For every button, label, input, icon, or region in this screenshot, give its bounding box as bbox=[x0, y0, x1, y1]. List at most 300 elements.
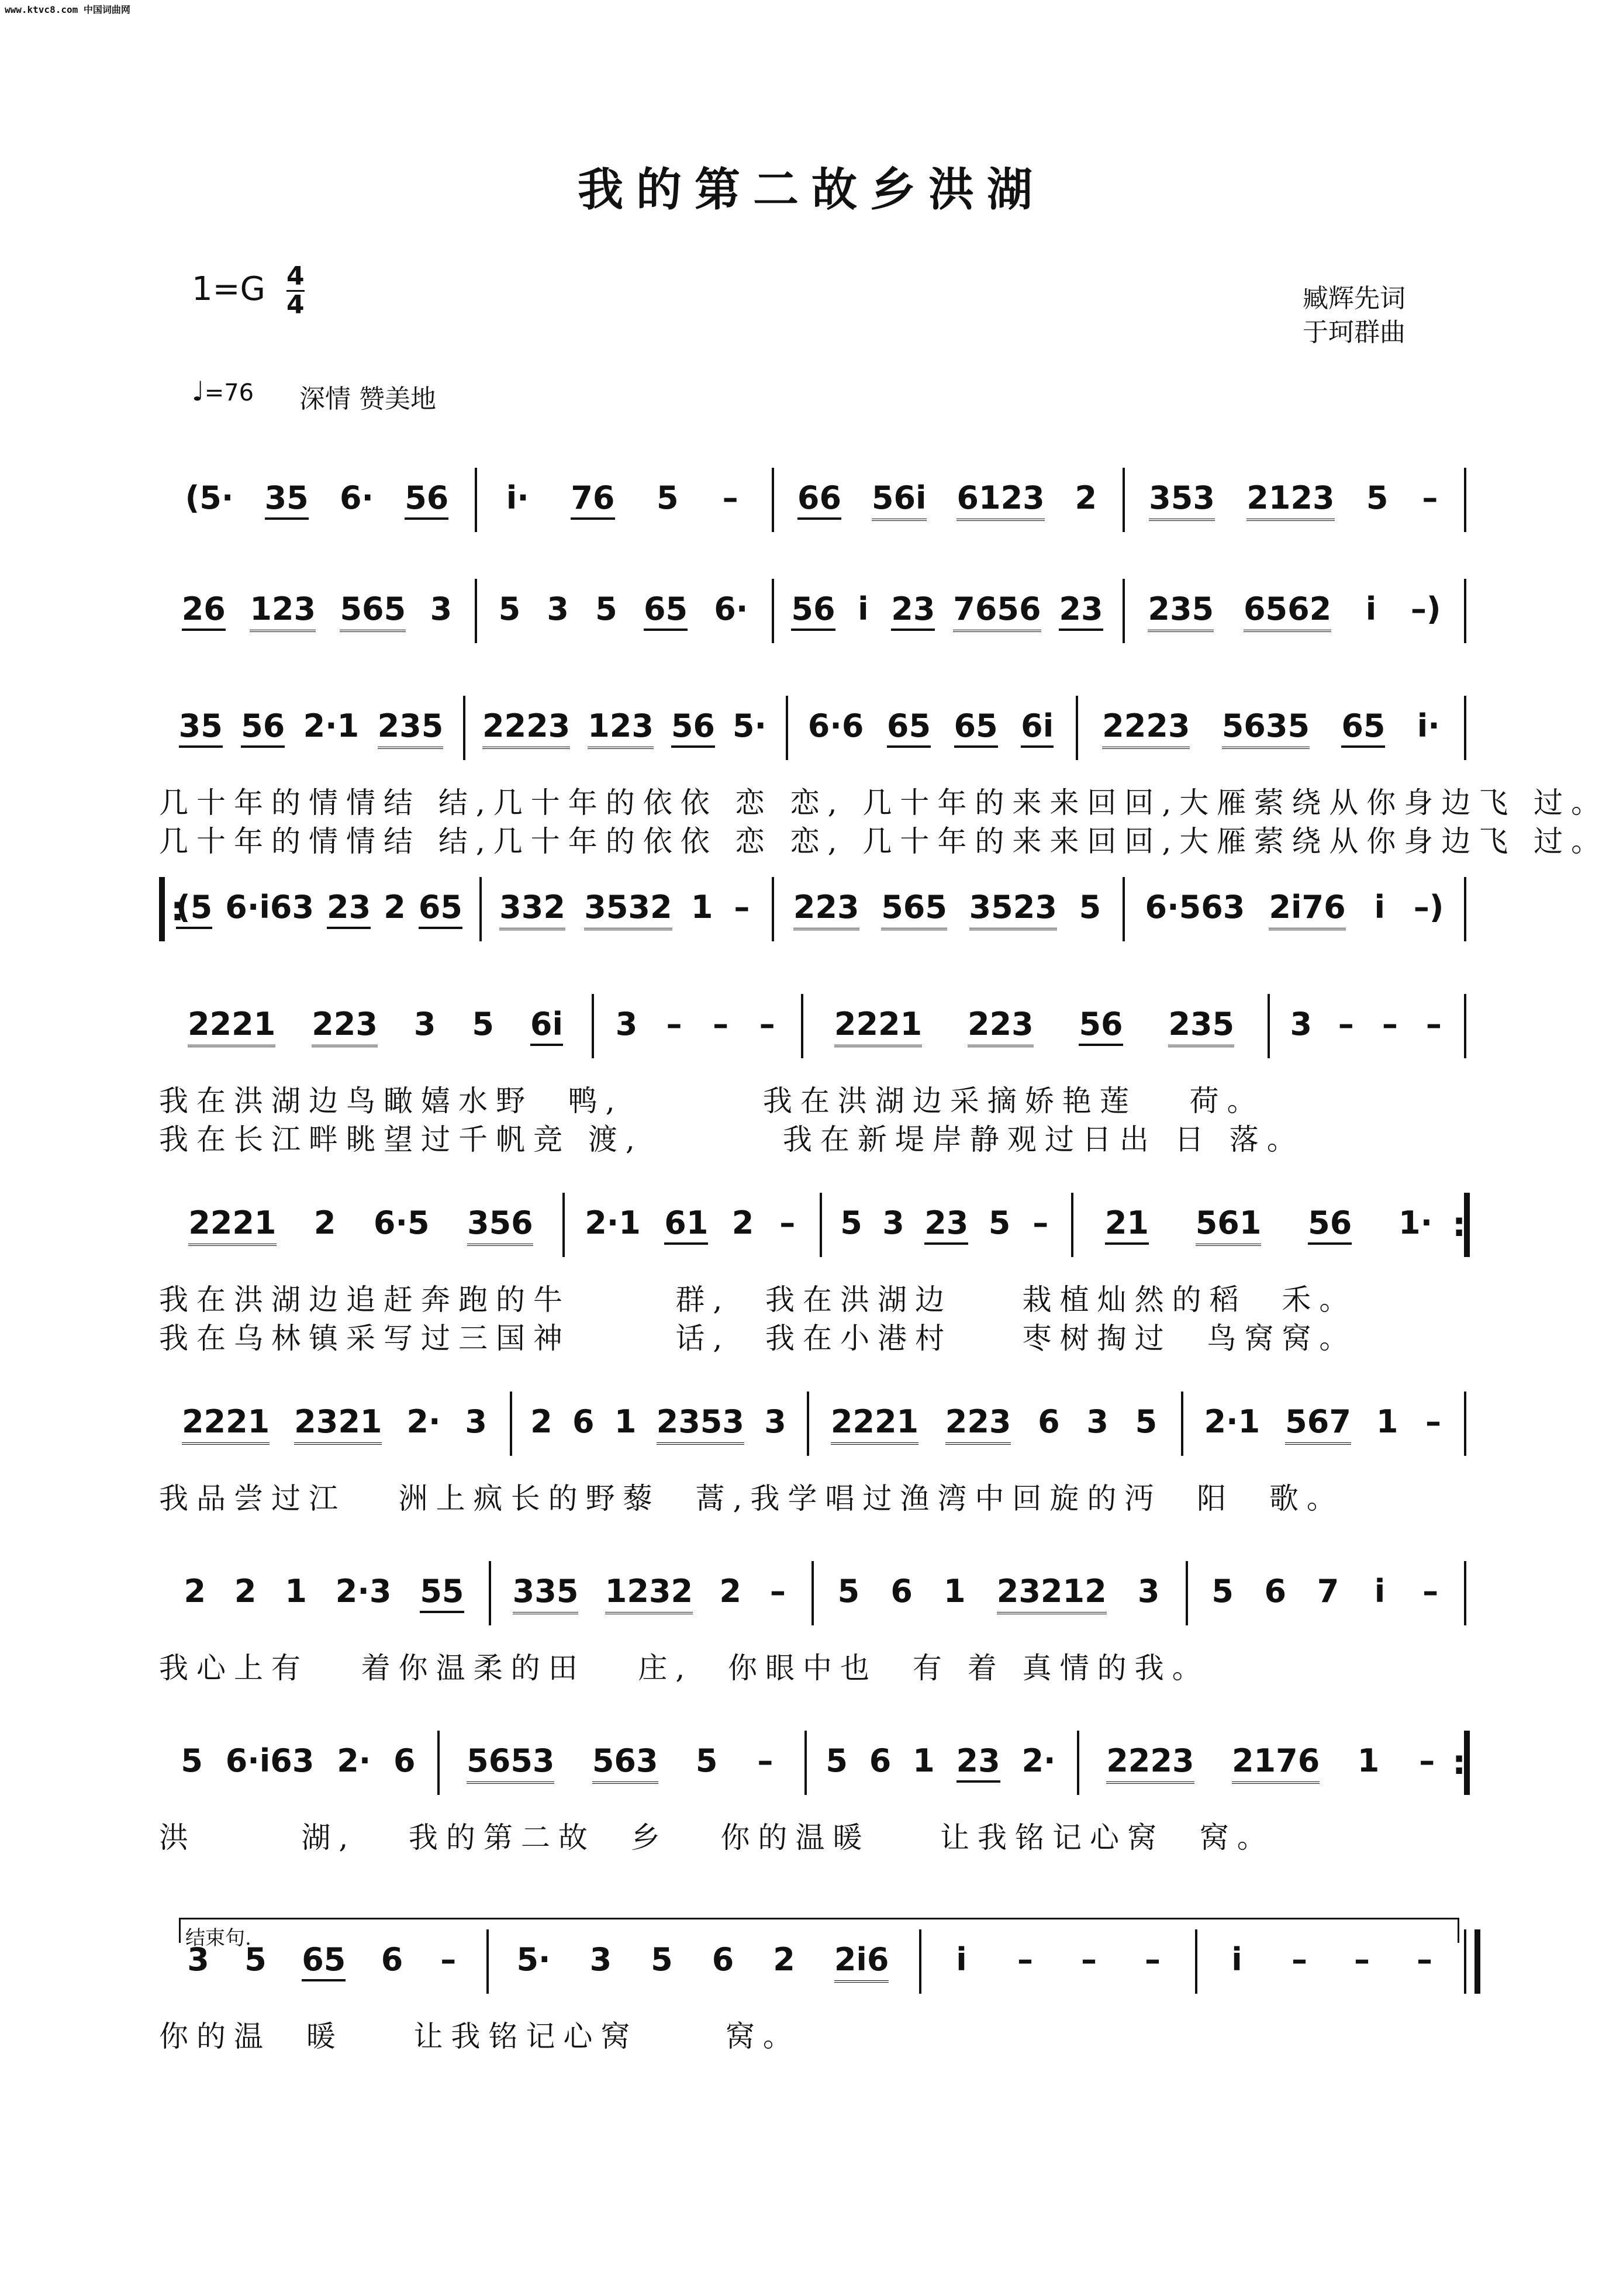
note-group: 6 bbox=[393, 1742, 416, 1779]
note-group: 23 bbox=[891, 591, 935, 631]
barline bbox=[1268, 994, 1270, 1058]
note-group: – bbox=[769, 1573, 786, 1610]
barline bbox=[807, 1392, 809, 1456]
barline bbox=[1076, 696, 1078, 760]
note-group: 3 bbox=[589, 1941, 612, 1978]
note-group: 223 bbox=[945, 1403, 1011, 1445]
measure bbox=[772, 479, 1123, 521]
notation-row bbox=[159, 994, 1466, 1082]
barline bbox=[562, 1193, 565, 1257]
lyric-line: 我在洪湖边追赶奔跑的牛 群, 我在洪湖边 栽植灿然的稻 禾。 bbox=[159, 1283, 1357, 1317]
note-group: 66 bbox=[797, 479, 841, 520]
measure bbox=[1076, 707, 1466, 749]
note-group: 5 bbox=[657, 479, 679, 516]
note-group: 65 bbox=[302, 1941, 346, 1981]
note-group: 6562 bbox=[1244, 591, 1331, 632]
note-group: i bbox=[1374, 1573, 1386, 1610]
note-group: 6 bbox=[869, 1742, 892, 1779]
measure bbox=[159, 1006, 592, 1047]
notation-row bbox=[159, 1731, 1466, 1818]
barline bbox=[919, 1929, 921, 1994]
measure bbox=[1071, 1204, 1466, 1246]
note-group: 5 bbox=[595, 591, 617, 627]
note-group: 2221 bbox=[831, 1403, 918, 1445]
lyric-line: 我在乌林镇采写过三国神 话, 我在小港村 枣树掏过 鸟窝窝。 bbox=[159, 1321, 1357, 1355]
note-group: 2123 bbox=[1246, 479, 1334, 521]
note-group: 56 bbox=[671, 707, 715, 748]
note-group: – bbox=[440, 1941, 457, 1978]
note-group: – bbox=[1422, 1573, 1439, 1610]
lyric-line: 几十年的情情结 结,几十年的依依 恋 恋, 几十年的来来回回,大雁萦绕从你身边飞 过。 bbox=[159, 786, 1609, 820]
note-group: 6·6 bbox=[807, 707, 864, 744]
note-group: 7 bbox=[1317, 1573, 1339, 1610]
note-group: 565 bbox=[340, 591, 406, 632]
note-group: – bbox=[713, 1006, 729, 1042]
note-group: 2 bbox=[731, 1204, 754, 1241]
barline bbox=[786, 696, 788, 760]
score-system bbox=[159, 1392, 1466, 1518]
note-group: 567 bbox=[1285, 1403, 1351, 1445]
measure bbox=[510, 1403, 807, 1445]
note-group: 5· bbox=[732, 707, 766, 744]
note-group: 61 bbox=[664, 1204, 708, 1245]
note-group: – bbox=[1425, 1006, 1442, 1042]
measure bbox=[820, 1204, 1071, 1246]
note-group: 3 bbox=[882, 1204, 904, 1241]
notes-line bbox=[159, 1006, 1466, 1047]
lyric-line: 我在长江畔眺望过千帆竞 渡, 我在新堤岸静观过日出 日 落。 bbox=[159, 1123, 1304, 1156]
note-group: 56i bbox=[872, 479, 927, 521]
note-group: 5 bbox=[840, 1204, 862, 1241]
barline bbox=[159, 877, 165, 941]
note-group: 2 bbox=[773, 1941, 795, 1978]
note-group: 65 bbox=[1341, 707, 1385, 748]
notation-row bbox=[159, 468, 1466, 555]
measure bbox=[475, 591, 772, 632]
barline bbox=[592, 994, 594, 1058]
measure bbox=[772, 591, 1123, 632]
measure bbox=[463, 707, 786, 749]
barline bbox=[1464, 1193, 1470, 1257]
measure bbox=[772, 889, 1123, 930]
tempo-marking bbox=[192, 375, 254, 407]
note-group: 65 bbox=[887, 707, 931, 748]
measure bbox=[562, 1204, 820, 1246]
score-system bbox=[159, 877, 1466, 965]
barline bbox=[772, 468, 774, 532]
score-system bbox=[159, 994, 1466, 1159]
note-group: 35 bbox=[265, 479, 309, 520]
note-group: 223 bbox=[312, 1006, 378, 1047]
note-group: 2 bbox=[719, 1573, 741, 1610]
measure bbox=[159, 1742, 437, 1784]
notes-line bbox=[159, 1941, 1466, 1983]
notes-line bbox=[159, 1204, 1466, 1246]
key-signature: 1=G bbox=[192, 270, 265, 308]
composer: 于珂群曲 bbox=[1303, 317, 1406, 347]
time-signature bbox=[286, 263, 305, 319]
note-group: 3 bbox=[1086, 1403, 1109, 1440]
note-group: 5 bbox=[837, 1573, 860, 1610]
note-group: – bbox=[1145, 1941, 1161, 1978]
note-group: 235 bbox=[378, 707, 444, 749]
note-group: i bbox=[956, 1941, 967, 1978]
note-group: 2·1 bbox=[303, 707, 360, 744]
note-group: 123 bbox=[588, 707, 654, 749]
note-group: 2223 bbox=[482, 707, 570, 749]
note-group: 56 bbox=[1079, 1006, 1123, 1046]
barline bbox=[1195, 1929, 1197, 1994]
note-group: 6i bbox=[530, 1006, 563, 1046]
barline bbox=[463, 696, 465, 760]
measure bbox=[159, 591, 475, 632]
note-group: – bbox=[757, 1742, 773, 1779]
note-group: 35 bbox=[179, 707, 223, 748]
notes-line bbox=[159, 889, 1466, 930]
note-group: 76 bbox=[571, 479, 614, 520]
barline bbox=[772, 877, 774, 941]
notes-line bbox=[159, 707, 1466, 749]
note-group: (5 bbox=[176, 889, 212, 929]
note-group: 5 bbox=[181, 1742, 203, 1779]
lyric-line: 我在洪湖边鸟瞰嬉水野 鸭, 我在洪湖边采摘娇艳莲 荷。 bbox=[159, 1084, 1265, 1118]
note-group: 2353 bbox=[657, 1403, 744, 1445]
note-group: –) bbox=[1413, 889, 1444, 926]
note-group: 6123 bbox=[956, 479, 1044, 521]
note-group: 335 bbox=[513, 1573, 579, 1614]
note-group: 6· bbox=[339, 479, 374, 516]
note-group: 356 bbox=[467, 1204, 533, 1246]
note-group: 3532 bbox=[584, 889, 672, 930]
note-group: 6 bbox=[1264, 1573, 1287, 1610]
quarter-note-icon: ♩ bbox=[192, 375, 205, 407]
notes-line bbox=[159, 1403, 1466, 1445]
barline bbox=[1464, 468, 1466, 532]
barline bbox=[475, 468, 477, 532]
measure bbox=[804, 1742, 1077, 1784]
note-group: – bbox=[1422, 479, 1438, 516]
note-group: 6 bbox=[381, 1941, 403, 1978]
measure bbox=[807, 1403, 1181, 1445]
note-group: 56 bbox=[1308, 1204, 1352, 1245]
barline bbox=[510, 1392, 512, 1456]
note-group: 6· bbox=[714, 591, 748, 627]
note-group: 23212 bbox=[997, 1573, 1107, 1614]
note-group: i bbox=[1374, 889, 1385, 926]
note-group: 2321 bbox=[294, 1403, 382, 1445]
note-group: 26 bbox=[182, 591, 226, 631]
note-group: 6i bbox=[1021, 707, 1054, 748]
note-group: 563 bbox=[592, 1742, 658, 1784]
note-group: – bbox=[734, 889, 750, 926]
note-group: 2i76 bbox=[1269, 889, 1345, 930]
note-group: 2 bbox=[234, 1573, 257, 1610]
measure bbox=[489, 1573, 811, 1614]
note-group: 6 bbox=[572, 1403, 595, 1440]
barline bbox=[1123, 579, 1125, 643]
note-group: 3 bbox=[547, 591, 569, 627]
note-group: 3 bbox=[764, 1403, 786, 1440]
barline bbox=[1464, 1561, 1466, 1625]
note-group: i bbox=[858, 591, 869, 627]
notes-line bbox=[159, 1742, 1466, 1784]
note-group: 5· bbox=[516, 1941, 551, 1978]
note-group: 3 bbox=[1137, 1573, 1160, 1610]
note-group: 2 bbox=[313, 1204, 336, 1241]
score-system bbox=[159, 1929, 1466, 2056]
note-group: 1 bbox=[913, 1742, 935, 1779]
note-group: i· bbox=[1417, 707, 1440, 744]
note-group: – bbox=[722, 479, 738, 516]
note-group: 2221 bbox=[188, 1006, 275, 1047]
note-group: 1 bbox=[1357, 1742, 1380, 1779]
note-group: 332 bbox=[499, 889, 565, 930]
song-title: 我的第二故乡洪湖 bbox=[577, 163, 1045, 216]
note-group: 65 bbox=[644, 591, 688, 631]
note-group: 5 bbox=[826, 1742, 848, 1779]
barline bbox=[1077, 1731, 1079, 1795]
note-group: 65 bbox=[419, 889, 462, 929]
note-group: – bbox=[1419, 1742, 1435, 1779]
measure bbox=[919, 1941, 1195, 1983]
note-group: – bbox=[1032, 1204, 1049, 1241]
note-group: 2·3 bbox=[335, 1573, 392, 1610]
note-group: 353 bbox=[1149, 479, 1215, 521]
note-group: 6·i63 bbox=[225, 1742, 315, 1779]
barline bbox=[820, 1193, 822, 1257]
measure bbox=[592, 1006, 801, 1047]
note-group: 2· bbox=[406, 1403, 441, 1440]
measure bbox=[1077, 1742, 1466, 1784]
measure bbox=[159, 1941, 486, 1983]
note-group: 23 bbox=[1059, 591, 1103, 631]
note-group: – bbox=[1417, 1941, 1432, 1978]
barline bbox=[1186, 1561, 1188, 1625]
note-group: 3 bbox=[615, 1006, 638, 1042]
measure bbox=[475, 479, 772, 521]
note-group: – bbox=[1081, 1941, 1097, 1978]
barline bbox=[1464, 1929, 1480, 1994]
note-group: 5 bbox=[695, 1742, 718, 1779]
note-group: 2·1 bbox=[1204, 1403, 1261, 1440]
time-signature-bottom: 4 bbox=[286, 290, 305, 320]
measure bbox=[1268, 1006, 1466, 1047]
tempo-bpm: =76 bbox=[204, 379, 254, 406]
note-group: 6·5 bbox=[373, 1204, 430, 1241]
measure bbox=[1186, 1573, 1466, 1614]
score-system bbox=[159, 1561, 1466, 1687]
note-group: 56 bbox=[791, 591, 835, 631]
time-signature-top: 4 bbox=[286, 261, 305, 291]
score-system bbox=[159, 1193, 1466, 1358]
note-group: 21 bbox=[1105, 1204, 1149, 1245]
measure bbox=[159, 479, 475, 521]
note-group: 1232 bbox=[605, 1573, 693, 1614]
note-group: 5 bbox=[1211, 1573, 1234, 1610]
barline bbox=[1071, 1193, 1073, 1257]
note-group: 1 bbox=[1376, 1403, 1398, 1440]
note-group: 2221 bbox=[182, 1403, 270, 1445]
notation-row bbox=[159, 877, 1466, 965]
note-group: 3523 bbox=[969, 889, 1057, 930]
note-group: 5 bbox=[1366, 479, 1389, 516]
note-group: 1 bbox=[690, 889, 713, 926]
note-group: 3 bbox=[430, 591, 453, 627]
note-group: 5635 bbox=[1222, 707, 1310, 749]
notation-row bbox=[159, 1392, 1466, 1479]
note-group: 2 bbox=[530, 1403, 552, 1440]
note-group: 223 bbox=[793, 889, 859, 930]
ending-label: 结束句. bbox=[185, 1926, 251, 1950]
barline bbox=[772, 579, 774, 643]
note-group: 2 bbox=[384, 889, 406, 926]
note-group: 2223 bbox=[1102, 707, 1190, 749]
score-system bbox=[159, 696, 1609, 861]
note-group: 2· bbox=[337, 1742, 371, 1779]
note-group: 3 bbox=[413, 1006, 436, 1042]
note-group: 3 bbox=[187, 1941, 209, 1978]
note-group: – bbox=[1354, 1941, 1370, 1978]
notation-row bbox=[159, 1193, 1466, 1280]
measure bbox=[786, 707, 1076, 749]
note-group: 6·i63 bbox=[225, 889, 315, 926]
note-group: 2221 bbox=[188, 1204, 276, 1246]
note-group: – bbox=[1382, 1006, 1398, 1042]
score-system bbox=[159, 579, 1466, 667]
note-group: – bbox=[779, 1204, 796, 1241]
note-group: 1 bbox=[614, 1403, 637, 1440]
watermark: www.ktvc8.com 中国词曲网 bbox=[5, 4, 130, 15]
note-group: 1 bbox=[944, 1573, 966, 1610]
note-group: 56 bbox=[405, 479, 448, 520]
note-group: i· bbox=[506, 479, 529, 516]
note-group: 7656 bbox=[953, 591, 1041, 632]
notation-row bbox=[159, 696, 1466, 783]
lyric-line: 你的温 暖 让我铭记心窝 窝。 bbox=[159, 2019, 800, 2053]
note-group: 235 bbox=[1148, 591, 1214, 632]
note-group: i bbox=[1365, 591, 1377, 627]
note-group: –) bbox=[1410, 591, 1441, 627]
notes-line bbox=[159, 479, 1466, 521]
measure bbox=[486, 1941, 919, 1983]
expression-marking: 深情 赞美地 bbox=[299, 384, 436, 414]
barline bbox=[1464, 994, 1466, 1058]
note-group: 2176 bbox=[1232, 1742, 1320, 1784]
barline bbox=[1181, 1392, 1183, 1456]
note-group: 5 bbox=[651, 1941, 673, 1978]
barline bbox=[801, 994, 803, 1058]
measure bbox=[1123, 479, 1466, 521]
measure bbox=[159, 1573, 489, 1614]
barline bbox=[804, 1731, 807, 1795]
measure bbox=[159, 1403, 510, 1445]
lyric-line: 我品尝过江 洲上疯长的野藜 蒿,我学唱过渔湾中回旋的沔 阳 歌。 bbox=[159, 1482, 1344, 1515]
note-group: 5 bbox=[988, 1204, 1011, 1241]
note-group: 5 bbox=[1079, 889, 1101, 926]
measure bbox=[811, 1573, 1186, 1614]
notation-row bbox=[159, 579, 1466, 667]
note-group: 2· bbox=[1021, 1742, 1056, 1779]
measure bbox=[1123, 889, 1466, 930]
measure bbox=[159, 707, 463, 749]
barline bbox=[489, 1561, 491, 1625]
measure bbox=[159, 889, 479, 930]
lyric-line: 几十年的情情结 结,几十年的依依 恋 恋, 几十年的来来回回,大雁萦绕从你身边飞 过。 bbox=[159, 824, 1609, 858]
note-group: 6 bbox=[1038, 1403, 1060, 1440]
measure bbox=[437, 1742, 804, 1784]
note-group: 5 bbox=[244, 1941, 267, 1978]
barline bbox=[1464, 579, 1466, 643]
note-group: 5 bbox=[498, 591, 521, 627]
note-group: – bbox=[759, 1006, 775, 1042]
notes-line bbox=[159, 591, 1466, 632]
note-group: 56 bbox=[241, 707, 285, 748]
note-group: i bbox=[1231, 1941, 1242, 1978]
note-group: 223 bbox=[968, 1006, 1034, 1047]
note-group: 123 bbox=[250, 591, 316, 632]
barline bbox=[1123, 468, 1125, 532]
measure bbox=[1195, 1941, 1466, 1983]
note-group: – bbox=[666, 1006, 682, 1042]
note-group: 23 bbox=[956, 1742, 1000, 1783]
barline bbox=[486, 1929, 489, 1994]
note-group: 6 bbox=[712, 1941, 734, 1978]
barline bbox=[475, 579, 477, 643]
lyric-line: 洪 湖, 我的第二故 乡 你的温暖 让我铭记心窝 窝。 bbox=[159, 1821, 1275, 1855]
note-group: 2·1 bbox=[585, 1204, 641, 1241]
measure bbox=[1123, 591, 1466, 632]
note-group: 3 bbox=[465, 1403, 487, 1440]
barline bbox=[479, 877, 482, 941]
note-group: – bbox=[1292, 1941, 1307, 1978]
note-group: – bbox=[1017, 1941, 1033, 1978]
measure bbox=[1181, 1403, 1466, 1445]
score-system bbox=[159, 1731, 1466, 1857]
notation-row bbox=[159, 1561, 1466, 1649]
note-group: 2 bbox=[1075, 479, 1097, 516]
note-group: 5653 bbox=[467, 1742, 554, 1784]
measure bbox=[159, 1204, 562, 1246]
note-group: 6·563 bbox=[1145, 889, 1245, 926]
note-group: 23 bbox=[327, 889, 371, 929]
measure bbox=[479, 889, 772, 930]
note-group: (5· bbox=[185, 479, 234, 516]
note-group: – bbox=[1338, 1006, 1354, 1042]
barline bbox=[1464, 877, 1466, 941]
lyricist: 臧辉先词 bbox=[1303, 284, 1406, 313]
barline bbox=[1464, 1392, 1466, 1456]
lyric-line: 我心上有 着你温柔的田 庄, 你眼中也 有 着 真情的我。 bbox=[159, 1651, 1210, 1685]
notation-row bbox=[159, 1929, 1466, 2017]
note-group: 565 bbox=[881, 889, 947, 930]
note-group: 5 bbox=[1135, 1403, 1158, 1440]
score-system bbox=[159, 468, 1466, 555]
barline bbox=[437, 1731, 440, 1795]
note-group: 2 bbox=[184, 1573, 206, 1610]
barline bbox=[1464, 696, 1466, 760]
note-group: 23 bbox=[924, 1204, 968, 1245]
note-group: – bbox=[1425, 1403, 1441, 1440]
note-group: 561 bbox=[1196, 1204, 1262, 1246]
note-group: 55 bbox=[420, 1573, 464, 1613]
note-group: 1 bbox=[285, 1573, 307, 1610]
barline bbox=[811, 1561, 814, 1625]
barline bbox=[1464, 1731, 1470, 1795]
note-group: 6 bbox=[890, 1573, 913, 1610]
note-group: 65 bbox=[954, 707, 998, 748]
note-group: 3 bbox=[1290, 1006, 1313, 1042]
note-group: 1· bbox=[1398, 1204, 1433, 1241]
